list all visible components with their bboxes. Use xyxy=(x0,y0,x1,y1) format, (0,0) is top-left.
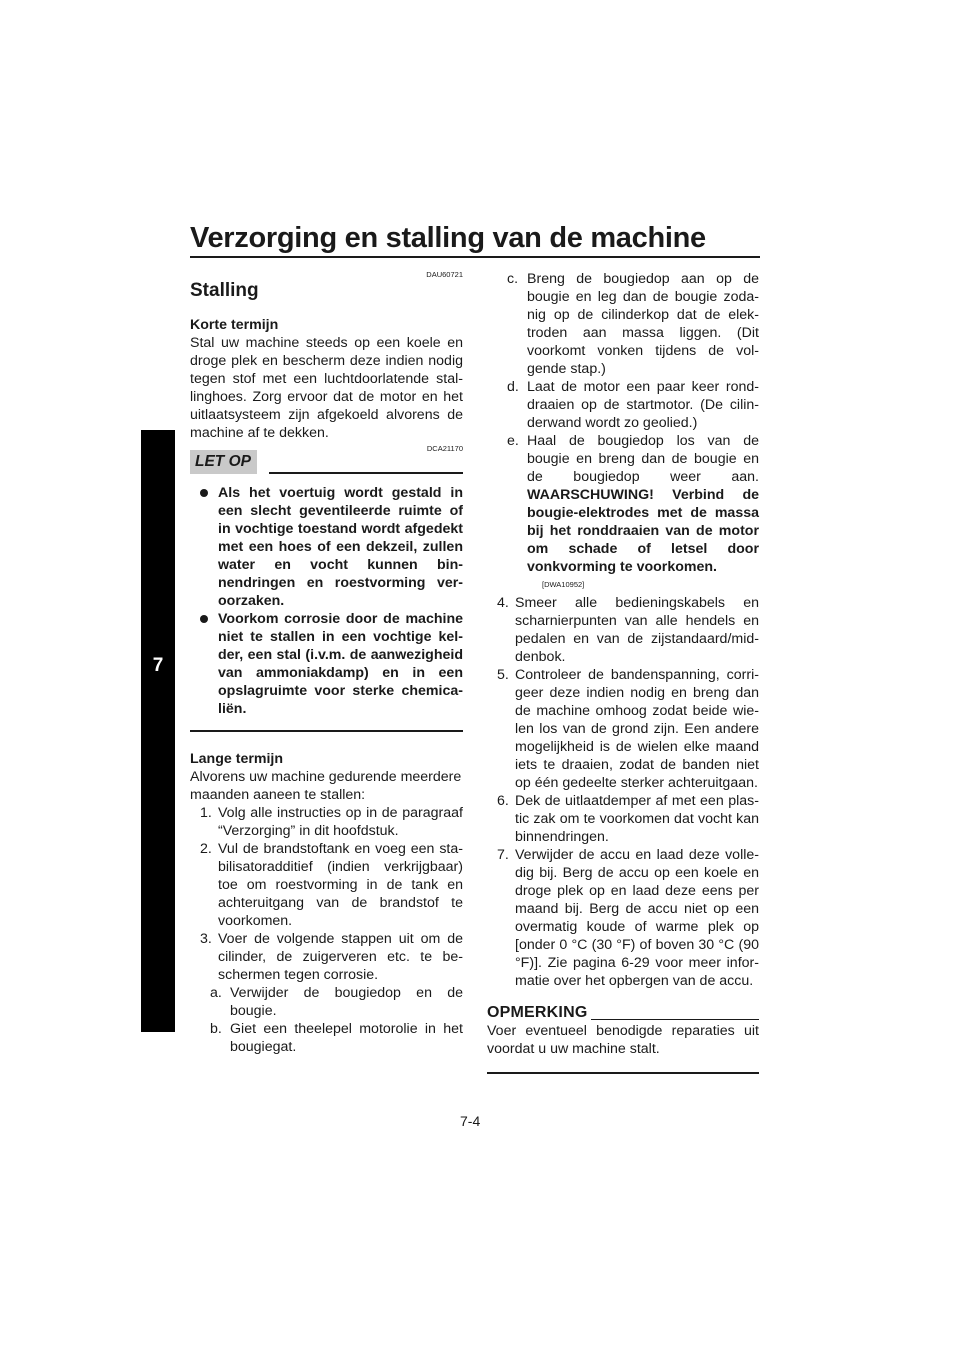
long-term-title: Lange termijn xyxy=(190,751,284,767)
notice-bullet: Voorkom corrosie door de machine niet te stallen in een vochtige kelder, een stal (i.v.m. de aanwezigheid van ammoniakdamp) en in een opslagruimte voor sterke chemicaliën. xyxy=(190,610,463,718)
notice-label: LET OP xyxy=(190,450,257,474)
list-item xyxy=(190,840,463,930)
step-text: Smeer alle bedieningskabels en scharnierpunten van alle hendels en pedalen en van de zijstandaard/middenbok. xyxy=(515,595,759,665)
notice-bullets xyxy=(190,484,463,718)
substep-letter: b. xyxy=(210,1021,222,1037)
note-header xyxy=(487,1004,759,1022)
list-item xyxy=(487,270,759,378)
step-number: 4. xyxy=(497,595,509,611)
note-text: Voer eventueel benodigde reparaties uit voordat u uw machine stalt. xyxy=(487,1023,759,1057)
step-text: Volg alle instructies op in de paragraaf “Verzorging” in dit hoofdstuk. xyxy=(218,805,463,839)
long-term-steps xyxy=(190,804,463,984)
long-term-substeps xyxy=(190,984,463,1056)
section-code: DAU60721 xyxy=(426,270,463,279)
step-number: 6. xyxy=(497,793,509,809)
notice-rule xyxy=(269,472,463,474)
list-item xyxy=(190,804,463,840)
chapter-number: 7 xyxy=(152,655,164,676)
notice-code: DCA21170 xyxy=(426,444,463,453)
step-text: Vul de brandstoftank en voeg een stabilisatoradditief (indien verkrijgbaar) toe om roestvorming in de tank en achteruitgang van de brandstof te voorkomen. xyxy=(218,841,463,929)
warning-code: [DWA10952] xyxy=(542,580,585,589)
title-rule xyxy=(190,256,760,258)
step-text: Controleer de bandenspanning, corrigeer deze indien nodig en breng dan de machine omhoog zodat beide wielen los van de grond zijn. Een andere mogelijkheid is de wielen elke maand iets te draaien, zodat de banden niet op één gedeelte sterker achteruitgaan. xyxy=(515,667,759,791)
short-term-title: Korte termijn xyxy=(190,317,279,333)
list-item xyxy=(487,792,759,846)
substep-letter: e. xyxy=(507,433,519,449)
steps-continued xyxy=(487,594,759,990)
long-term-intro: Alvorens uw machine gedurende meerdere maanden aaneen te stallen: xyxy=(190,769,462,803)
substep-text: Haal de bougiedop los van de bougie en breng dan de bougie en de bougiedop weer aan. xyxy=(527,433,759,485)
substep-text: Giet een theelepel motorolie in het bougiegat. xyxy=(230,1021,463,1055)
step-text: Voer de volgende stappen uit om de cilinder, de zuigerveren etc. te beschermen tegen corrosie. xyxy=(218,931,463,983)
step-number: 2. xyxy=(200,841,212,857)
list-item xyxy=(487,432,759,576)
notice-header xyxy=(190,448,463,474)
chapter-tab xyxy=(141,430,175,1032)
substep-text: Verwijder de bougiedop en de bougie. xyxy=(230,985,463,1019)
step-number: 3. xyxy=(200,931,212,947)
list-item xyxy=(487,666,759,792)
step-text: Verwijder de accu en laad deze volledig bij. Berg de accu op een koele en droge plek op en laad deze eens per maand bij. Berg de accu niet op een overmatig koude of warme plek op [onder 0 °C (30 °F) of boven 30 °C (90 °F)]. Zie pagina 6-29 voor meer informatie over het opbergen van de accu. xyxy=(515,847,759,989)
notice-end-rule xyxy=(190,730,463,732)
list-item xyxy=(190,1020,463,1056)
list-item xyxy=(487,594,759,666)
substep-letter: d. xyxy=(507,379,519,395)
note-end-rule xyxy=(487,1072,759,1074)
step-number: 1. xyxy=(200,805,212,821)
note-rule xyxy=(591,1019,759,1021)
short-term-text: Stal uw machine steeds op een koele en droge plek en bescherm deze indien nodig tegen stof met een luchtdoorlatende stallinghoes. Zorg ervoor dat de motor en het uitlaatsysteem zijn afgekoeld alvorens de machine af te dekken. xyxy=(190,335,463,441)
substeps-continued xyxy=(487,270,759,576)
page-number: 7-4 xyxy=(460,1113,481,1129)
page-title: Verzorging en stalling van de machine xyxy=(190,222,706,254)
substep-letter: a. xyxy=(210,985,222,1001)
step-number: 5. xyxy=(497,667,509,683)
list-item xyxy=(487,846,759,990)
list-item xyxy=(190,930,463,984)
section-heading: Stalling xyxy=(190,280,259,301)
list-item xyxy=(190,984,463,1020)
list-item xyxy=(487,378,759,432)
left-column xyxy=(190,270,463,1056)
substep-text: Breng de bougiedop aan op de bougie en leg dan de bougie zodanig op de cilinderkop dat de elektroden aan massa liggen. (Dit voorkomt vonken tijdens de volgende stap.) xyxy=(527,271,759,377)
right-column xyxy=(487,270,759,1074)
note-label: OPMERKING xyxy=(487,1004,588,1021)
step-text: Dek de uitlaatdemper af met een plastic zak om te voorkomen dat vocht kan binnendringen. xyxy=(515,793,759,845)
notice-bullet: Als het voertuig wordt gestald in een slecht geventileerde ruimte of in vochtige toestand wordt afgedekt met een hoes of een dekzeil, zullen water en vocht kunnen binnendringen en roestvorming veroorzaken. xyxy=(190,484,463,610)
substep-text: Laat de motor een paar keer ronddraaien op de startmotor. (De cilinderwand wordt zo geolied.) xyxy=(527,379,759,431)
substep-letter: c. xyxy=(507,271,519,287)
step-number: 7. xyxy=(497,847,509,863)
warning-text: WAARSCHUWING! Verbind de bougie-elektrodes met de massa bij het ronddraaien van de motor om schade of letsel door vonkvorming te voorkomen. xyxy=(527,487,759,575)
